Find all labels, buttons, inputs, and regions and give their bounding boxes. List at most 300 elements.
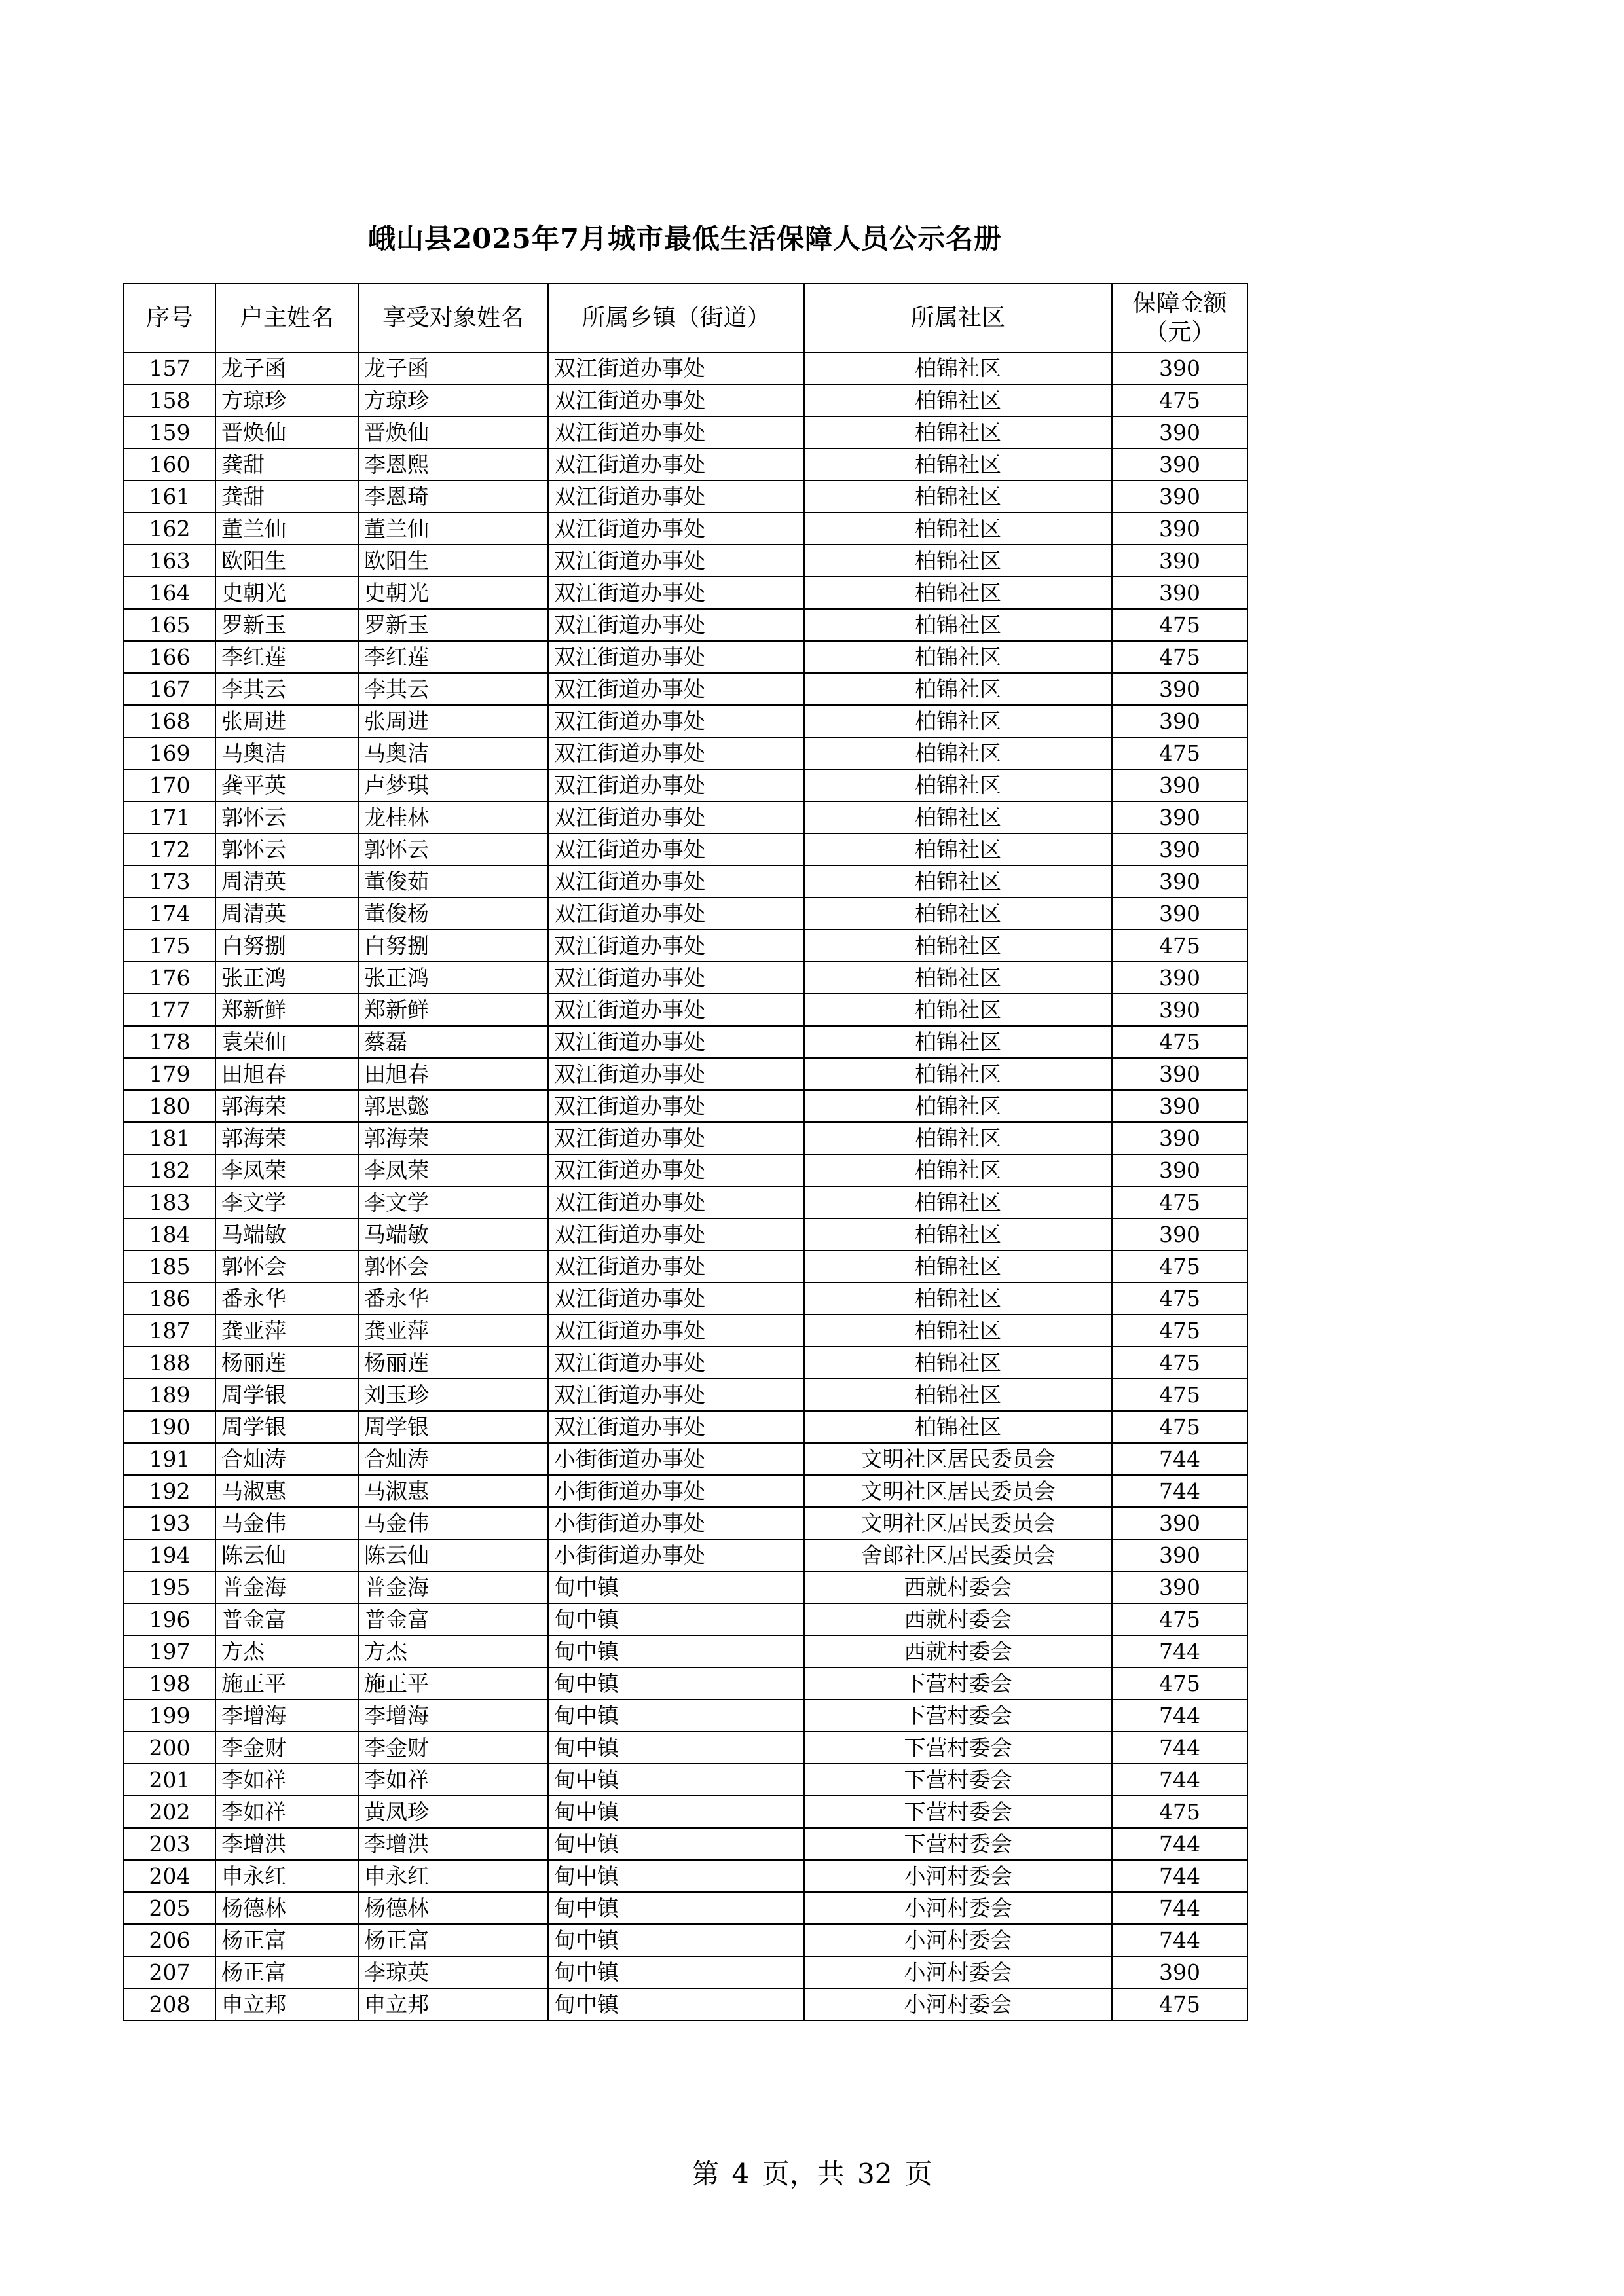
cell-town: 双江街道办事处 — [548, 1154, 804, 1186]
table-row — [124, 641, 1247, 673]
table-row — [124, 609, 1247, 641]
cell-community: 柏锦社区 — [804, 833, 1112, 866]
cell-community: 柏锦社区 — [804, 866, 1112, 898]
cell-town: 双江街道办事处 — [548, 801, 804, 833]
cell-town: 双江街道办事处 — [548, 1090, 804, 1122]
cell-amount: 390 — [1112, 448, 1247, 481]
cell-town: 双江街道办事处 — [548, 1122, 804, 1154]
cell-town: 双江街道办事处 — [548, 1186, 804, 1218]
cell-community: 柏锦社区 — [804, 1026, 1112, 1058]
cell-amount: 475 — [1112, 1250, 1247, 1283]
cell-householder: 李凤荣 — [215, 1154, 358, 1186]
cell-amount: 390 — [1112, 673, 1247, 705]
page-footer: 第 4 页，共 32 页 — [692, 2158, 932, 2190]
cell-householder: 李如祥 — [215, 1796, 358, 1828]
cell-beneficiary: 普金海 — [358, 1571, 548, 1603]
cell-community: 柏锦社区 — [804, 801, 1112, 833]
cell-amount: 390 — [1112, 1218, 1247, 1250]
cell-town: 小街街道办事处 — [548, 1475, 804, 1507]
cell-seq: 196 — [124, 1603, 215, 1635]
cell-community: 柏锦社区 — [804, 416, 1112, 448]
cell-beneficiary: 周学银 — [358, 1411, 548, 1443]
cell-seq: 165 — [124, 609, 215, 641]
cell-amount: 390 — [1112, 898, 1247, 930]
cell-beneficiary: 方琼珍 — [358, 384, 548, 416]
cell-amount: 475 — [1112, 384, 1247, 416]
cell-beneficiary: 郑新鲜 — [358, 994, 548, 1026]
cell-town: 甸中镇 — [548, 1635, 804, 1667]
cell-amount: 390 — [1112, 1122, 1247, 1154]
cell-beneficiary: 董兰仙 — [358, 513, 548, 545]
cell-householder: 周清英 — [215, 866, 358, 898]
cell-beneficiary: 龙桂林 — [358, 801, 548, 833]
cell-beneficiary: 李琼英 — [358, 1956, 548, 1988]
cell-householder: 龚亚萍 — [215, 1315, 358, 1347]
cell-seq: 172 — [124, 833, 215, 866]
cell-town: 双江街道办事处 — [548, 962, 804, 994]
cell-seq: 187 — [124, 1315, 215, 1347]
cell-town: 甸中镇 — [548, 1764, 804, 1796]
cell-amount: 390 — [1112, 962, 1247, 994]
cell-town: 双江街道办事处 — [548, 1411, 804, 1443]
cell-beneficiary: 李凤荣 — [358, 1154, 548, 1186]
cell-town: 双江街道办事处 — [548, 930, 804, 962]
cell-beneficiary: 番永华 — [358, 1283, 548, 1315]
table-row — [124, 1892, 1247, 1924]
cell-community: 柏锦社区 — [804, 737, 1112, 769]
cell-community: 文明社区居民委员会 — [804, 1507, 1112, 1539]
cell-householder: 龙子函 — [215, 352, 358, 384]
cell-seq: 157 — [124, 352, 215, 384]
cell-community: 柏锦社区 — [804, 1250, 1112, 1283]
cell-town: 甸中镇 — [548, 1860, 804, 1892]
table-row — [124, 1122, 1247, 1154]
table-row — [124, 866, 1247, 898]
cell-community: 小河村委会 — [804, 1988, 1112, 2020]
cell-householder: 李增海 — [215, 1700, 358, 1732]
cell-beneficiary: 李增洪 — [358, 1828, 548, 1860]
cell-householder: 史朝光 — [215, 577, 358, 609]
cell-beneficiary: 欧阳生 — [358, 545, 548, 577]
cell-town: 甸中镇 — [548, 1796, 804, 1828]
cell-seq: 171 — [124, 801, 215, 833]
cell-amount: 475 — [1112, 1315, 1247, 1347]
cell-community: 柏锦社区 — [804, 1283, 1112, 1315]
cell-amount: 475 — [1112, 1603, 1247, 1635]
cell-seq: 175 — [124, 930, 215, 962]
cell-beneficiary: 李文学 — [358, 1186, 548, 1218]
cell-community: 小河村委会 — [804, 1860, 1112, 1892]
cell-community: 柏锦社区 — [804, 577, 1112, 609]
table-row — [124, 1218, 1247, 1250]
cell-seq: 193 — [124, 1507, 215, 1539]
cell-householder: 方琼珍 — [215, 384, 358, 416]
cell-seq: 205 — [124, 1892, 215, 1924]
cell-town: 双江街道办事处 — [548, 705, 804, 737]
cell-town: 双江街道办事处 — [548, 416, 804, 448]
cell-householder: 欧阳生 — [215, 545, 358, 577]
cell-seq: 167 — [124, 673, 215, 705]
cell-seq: 173 — [124, 866, 215, 898]
cell-householder: 龚甜 — [215, 448, 358, 481]
cell-community: 西就村委会 — [804, 1635, 1112, 1667]
cell-seq: 161 — [124, 481, 215, 513]
cell-beneficiary: 申永红 — [358, 1860, 548, 1892]
table-row — [124, 448, 1247, 481]
table-row — [124, 1539, 1247, 1571]
cell-householder: 马淑惠 — [215, 1475, 358, 1507]
table-row — [124, 1860, 1247, 1892]
cell-householder: 龚平英 — [215, 769, 358, 801]
cell-beneficiary: 卢梦琪 — [358, 769, 548, 801]
table-row — [124, 737, 1247, 769]
cell-householder: 田旭春 — [215, 1058, 358, 1090]
cell-seq: 176 — [124, 962, 215, 994]
cell-town: 双江街道办事处 — [548, 352, 804, 384]
table-row — [124, 1058, 1247, 1090]
cell-amount: 475 — [1112, 930, 1247, 962]
cell-householder: 马金伟 — [215, 1507, 358, 1539]
cell-community: 柏锦社区 — [804, 1379, 1112, 1411]
cell-beneficiary: 杨德林 — [358, 1892, 548, 1924]
cell-town: 双江街道办事处 — [548, 641, 804, 673]
cell-beneficiary: 杨丽莲 — [358, 1347, 548, 1379]
cell-amount: 475 — [1112, 1411, 1247, 1443]
cell-town: 甸中镇 — [548, 1603, 804, 1635]
header-town: 所属乡镇（街道） — [548, 283, 804, 352]
cell-community: 柏锦社区 — [804, 769, 1112, 801]
cell-community: 柏锦社区 — [804, 1122, 1112, 1154]
cell-householder: 杨正富 — [215, 1924, 358, 1956]
cell-town: 小街街道办事处 — [548, 1539, 804, 1571]
table-header — [124, 283, 1247, 352]
cell-householder: 晋焕仙 — [215, 416, 358, 448]
cell-community: 柏锦社区 — [804, 962, 1112, 994]
cell-town: 甸中镇 — [548, 1892, 804, 1924]
table-row — [124, 1347, 1247, 1379]
cell-community: 柏锦社区 — [804, 513, 1112, 545]
cell-beneficiary: 郭怀云 — [358, 833, 548, 866]
cell-community: 柏锦社区 — [804, 705, 1112, 737]
cell-amount: 390 — [1112, 1058, 1247, 1090]
cell-householder: 郭怀会 — [215, 1250, 358, 1283]
cell-seq: 199 — [124, 1700, 215, 1732]
cell-householder: 罗新玉 — [215, 609, 358, 641]
cell-amount: 390 — [1112, 801, 1247, 833]
cell-seq: 174 — [124, 898, 215, 930]
cell-beneficiary: 李红莲 — [358, 641, 548, 673]
cell-householder: 郭海荣 — [215, 1090, 358, 1122]
cell-town: 双江街道办事处 — [548, 384, 804, 416]
cell-town: 双江街道办事处 — [548, 609, 804, 641]
header-householder: 户主姓名 — [215, 283, 358, 352]
cell-seq: 169 — [124, 737, 215, 769]
cell-beneficiary: 方杰 — [358, 1635, 548, 1667]
cell-amount: 390 — [1112, 833, 1247, 866]
cell-community: 柏锦社区 — [804, 352, 1112, 384]
cell-householder: 周清英 — [215, 898, 358, 930]
cell-town: 双江街道办事处 — [548, 545, 804, 577]
header-beneficiary: 享受对象姓名 — [358, 283, 548, 352]
cell-community: 柏锦社区 — [804, 481, 1112, 513]
cell-householder: 白努捌 — [215, 930, 358, 962]
cell-town: 双江街道办事处 — [548, 673, 804, 705]
cell-community: 柏锦社区 — [804, 673, 1112, 705]
cell-householder: 申永红 — [215, 1860, 358, 1892]
cell-householder: 郭怀云 — [215, 801, 358, 833]
cell-seq: 204 — [124, 1860, 215, 1892]
cell-town: 甸中镇 — [548, 1988, 804, 2020]
cell-beneficiary: 马金伟 — [358, 1507, 548, 1539]
cell-seq: 160 — [124, 448, 215, 481]
table-row — [124, 1603, 1247, 1635]
cell-seq: 191 — [124, 1443, 215, 1475]
cell-beneficiary: 晋焕仙 — [358, 416, 548, 448]
table-row — [124, 1796, 1247, 1828]
cell-beneficiary: 马奥洁 — [358, 737, 548, 769]
cell-seq: 188 — [124, 1347, 215, 1379]
cell-beneficiary: 龚亚萍 — [358, 1315, 548, 1347]
cell-beneficiary: 董俊茹 — [358, 866, 548, 898]
table-row — [124, 930, 1247, 962]
cell-amount: 390 — [1112, 866, 1247, 898]
table-row — [124, 1828, 1247, 1860]
cell-beneficiary: 郭思懿 — [358, 1090, 548, 1122]
cell-seq: 202 — [124, 1796, 215, 1828]
cell-town: 双江街道办事处 — [548, 513, 804, 545]
cell-town: 双江街道办事处 — [548, 769, 804, 801]
table-row — [124, 1507, 1247, 1539]
cell-seq: 186 — [124, 1283, 215, 1315]
table-row — [124, 1988, 1247, 2020]
cell-town: 双江街道办事处 — [548, 577, 804, 609]
cell-community: 柏锦社区 — [804, 1315, 1112, 1347]
cell-beneficiary: 李恩熙 — [358, 448, 548, 481]
cell-amount: 475 — [1112, 1283, 1247, 1315]
cell-town: 双江街道办事处 — [548, 1058, 804, 1090]
cell-amount: 744 — [1112, 1475, 1247, 1507]
cell-amount: 475 — [1112, 641, 1247, 673]
table-row — [124, 352, 1247, 384]
cell-amount: 744 — [1112, 1828, 1247, 1860]
cell-seq: 195 — [124, 1571, 215, 1603]
cell-beneficiary: 合灿涛 — [358, 1443, 548, 1475]
cell-amount: 744 — [1112, 1443, 1247, 1475]
table-row — [124, 1475, 1247, 1507]
cell-householder: 张正鸿 — [215, 962, 358, 994]
cell-amount: 744 — [1112, 1764, 1247, 1796]
cell-householder: 方杰 — [215, 1635, 358, 1667]
cell-amount: 744 — [1112, 1732, 1247, 1764]
cell-householder: 张周进 — [215, 705, 358, 737]
cell-householder: 普金富 — [215, 1603, 358, 1635]
cell-seq: 182 — [124, 1154, 215, 1186]
cell-amount: 475 — [1112, 1988, 1247, 2020]
cell-amount: 475 — [1112, 1379, 1247, 1411]
cell-town: 双江街道办事处 — [548, 866, 804, 898]
cell-community: 小河村委会 — [804, 1892, 1112, 1924]
cell-amount: 390 — [1112, 1090, 1247, 1122]
cell-amount: 744 — [1112, 1700, 1247, 1732]
cell-amount: 475 — [1112, 737, 1247, 769]
cell-seq: 170 — [124, 769, 215, 801]
cell-seq: 200 — [124, 1732, 215, 1764]
cell-householder: 李增洪 — [215, 1828, 358, 1860]
cell-community: 柏锦社区 — [804, 930, 1112, 962]
cell-amount: 475 — [1112, 1186, 1247, 1218]
cell-amount: 390 — [1112, 577, 1247, 609]
cell-householder: 李如祥 — [215, 1764, 358, 1796]
cell-seq: 179 — [124, 1058, 215, 1090]
cell-seq: 166 — [124, 641, 215, 673]
table-row — [124, 1315, 1247, 1347]
cell-householder: 番永华 — [215, 1283, 358, 1315]
cell-seq: 194 — [124, 1539, 215, 1571]
cell-town: 小街街道办事处 — [548, 1443, 804, 1475]
cell-town: 双江街道办事处 — [548, 1283, 804, 1315]
cell-beneficiary: 张正鸿 — [358, 962, 548, 994]
cell-seq: 178 — [124, 1026, 215, 1058]
cell-beneficiary: 郭海荣 — [358, 1122, 548, 1154]
cell-householder: 龚甜 — [215, 481, 358, 513]
cell-community: 柏锦社区 — [804, 1090, 1112, 1122]
header-amount-line2: （元） — [1144, 318, 1215, 346]
cell-householder: 周学银 — [215, 1411, 358, 1443]
cell-community: 舍郎社区居民委员会 — [804, 1539, 1112, 1571]
cell-beneficiary: 杨正富 — [358, 1924, 548, 1956]
cell-community: 柏锦社区 — [804, 641, 1112, 673]
table-row — [124, 673, 1247, 705]
cell-beneficiary: 李如祥 — [358, 1764, 548, 1796]
cell-beneficiary: 田旭春 — [358, 1058, 548, 1090]
cell-community: 柏锦社区 — [804, 1218, 1112, 1250]
cell-householder: 施正平 — [215, 1667, 358, 1700]
cell-community: 柏锦社区 — [804, 898, 1112, 930]
cell-community: 西就村委会 — [804, 1603, 1112, 1635]
header-community: 所属社区 — [804, 283, 1112, 352]
cell-beneficiary: 李金财 — [358, 1732, 548, 1764]
cell-beneficiary: 申立邦 — [358, 1988, 548, 2020]
cell-amount: 390 — [1112, 994, 1247, 1026]
cell-beneficiary: 李恩琦 — [358, 481, 548, 513]
cell-town: 双江街道办事处 — [548, 1315, 804, 1347]
table-row — [124, 1732, 1247, 1764]
cell-beneficiary: 黄凤珍 — [358, 1796, 548, 1828]
roster-table — [123, 283, 1248, 2021]
cell-beneficiary: 郭怀会 — [358, 1250, 548, 1283]
cell-community: 文明社区居民委员会 — [804, 1443, 1112, 1475]
table-row — [124, 833, 1247, 866]
table-row — [124, 1635, 1247, 1667]
cell-community: 下营村委会 — [804, 1700, 1112, 1732]
table-row — [124, 1667, 1247, 1700]
cell-amount: 744 — [1112, 1635, 1247, 1667]
cell-seq: 197 — [124, 1635, 215, 1667]
cell-beneficiary: 蔡磊 — [358, 1026, 548, 1058]
cell-beneficiary: 罗新玉 — [358, 609, 548, 641]
cell-town: 双江街道办事处 — [548, 737, 804, 769]
cell-community: 柏锦社区 — [804, 1154, 1112, 1186]
cell-community: 柏锦社区 — [804, 448, 1112, 481]
cell-community: 西就村委会 — [804, 1571, 1112, 1603]
cell-seq: 163 — [124, 545, 215, 577]
cell-householder: 杨正富 — [215, 1956, 358, 1988]
table-row — [124, 1700, 1247, 1732]
cell-amount: 475 — [1112, 1667, 1247, 1700]
table-row — [124, 1026, 1247, 1058]
cell-amount: 390 — [1112, 513, 1247, 545]
cell-amount: 744 — [1112, 1892, 1247, 1924]
cell-householder: 杨德林 — [215, 1892, 358, 1924]
cell-householder: 李红莲 — [215, 641, 358, 673]
cell-community: 文明社区居民委员会 — [804, 1475, 1112, 1507]
header-amount — [1112, 283, 1247, 352]
table-row — [124, 1154, 1247, 1186]
cell-seq: 164 — [124, 577, 215, 609]
cell-seq: 183 — [124, 1186, 215, 1218]
table-row — [124, 1283, 1247, 1315]
cell-town: 甸中镇 — [548, 1700, 804, 1732]
table-row — [124, 994, 1247, 1026]
cell-householder: 郭海荣 — [215, 1122, 358, 1154]
cell-seq: 168 — [124, 705, 215, 737]
cell-householder: 杨丽莲 — [215, 1347, 358, 1379]
table-row — [124, 1186, 1247, 1218]
table-row — [124, 577, 1247, 609]
cell-amount: 390 — [1112, 1507, 1247, 1539]
cell-seq: 207 — [124, 1956, 215, 1988]
cell-seq: 189 — [124, 1379, 215, 1411]
cell-amount: 744 — [1112, 1860, 1247, 1892]
cell-amount: 390 — [1112, 769, 1247, 801]
cell-community: 柏锦社区 — [804, 609, 1112, 641]
cell-seq: 177 — [124, 994, 215, 1026]
cell-amount: 475 — [1112, 1347, 1247, 1379]
cell-seq: 206 — [124, 1924, 215, 1956]
header-amount-line1: 保障金额 — [1132, 289, 1227, 317]
cell-amount: 475 — [1112, 1796, 1247, 1828]
cell-beneficiary: 普金富 — [358, 1603, 548, 1635]
table-row — [124, 769, 1247, 801]
cell-amount: 475 — [1112, 1026, 1247, 1058]
cell-community: 柏锦社区 — [804, 384, 1112, 416]
table-row — [124, 1956, 1247, 1988]
cell-householder: 郑新鲜 — [215, 994, 358, 1026]
cell-community: 下营村委会 — [804, 1764, 1112, 1796]
cell-amount: 390 — [1112, 1956, 1247, 1988]
cell-householder: 马奥洁 — [215, 737, 358, 769]
cell-community: 柏锦社区 — [804, 545, 1112, 577]
cell-community: 小河村委会 — [804, 1924, 1112, 1956]
page-title: 峨山县2025年7月城市最低生活保障人员公示名册 — [367, 223, 1003, 255]
table-row — [124, 1443, 1247, 1475]
table-row — [124, 384, 1247, 416]
cell-town: 小街街道办事处 — [548, 1507, 804, 1539]
cell-householder: 董兰仙 — [215, 513, 358, 545]
cell-town: 双江街道办事处 — [548, 898, 804, 930]
cell-amount: 475 — [1112, 609, 1247, 641]
table-body — [124, 352, 1247, 2020]
cell-town: 双江街道办事处 — [548, 1026, 804, 1058]
table-row — [124, 481, 1247, 513]
cell-amount: 390 — [1112, 481, 1247, 513]
table-row — [124, 416, 1247, 448]
cell-town: 双江街道办事处 — [548, 1218, 804, 1250]
cell-beneficiary: 刘玉珍 — [358, 1379, 548, 1411]
cell-householder: 申立邦 — [215, 1988, 358, 2020]
cell-beneficiary: 张周进 — [358, 705, 548, 737]
cell-town: 甸中镇 — [548, 1571, 804, 1603]
